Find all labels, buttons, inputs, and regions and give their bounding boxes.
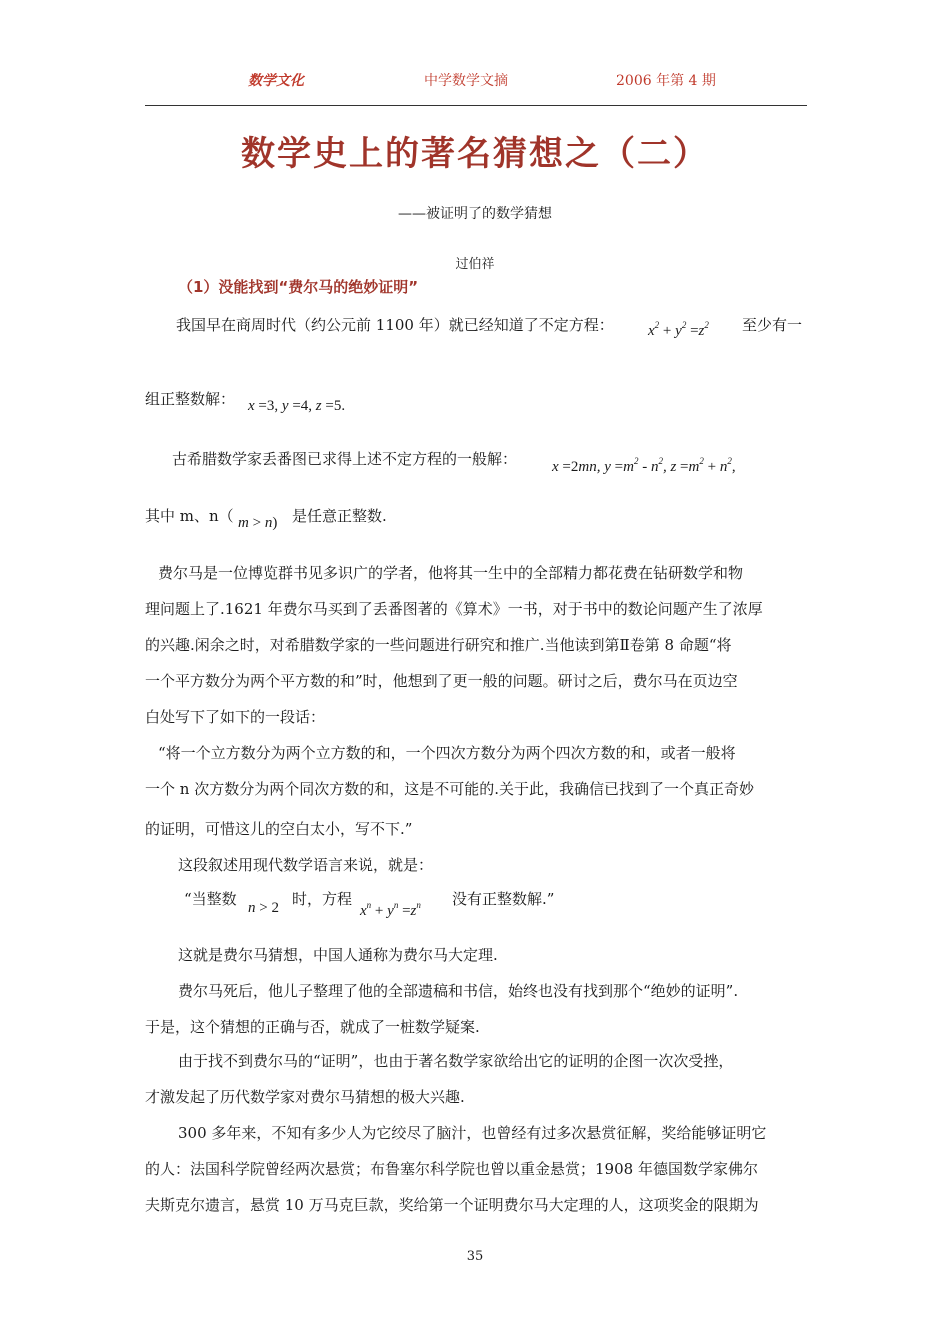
paragraph-7a: “当整数 <box>184 890 237 908</box>
header-journal-name: 中学数学文摘 <box>424 73 508 89</box>
page-number: 35 <box>466 1249 484 1264</box>
paragraph-4b: 是任意正整数. <box>292 507 387 525</box>
paragraph-7c: 没有正整数解.” <box>452 890 555 908</box>
article-subtitle: ——被证明了的数学猜想 <box>398 206 552 222</box>
header-issue: 2006 年第 4 期 <box>616 73 716 89</box>
section-heading: （1）没能找到“费尔马的绝妙证明” <box>178 278 419 296</box>
paragraph-5-line: 理问题上了.1621 年费尔马买到了丢番图著的《算术》一书，对于书中的数论问题产生了浓厚 <box>145 600 763 618</box>
paragraph-11-line: 夫斯克尔遗言，悬赏 10 万马克巨款，奖给第一个证明费尔马大定理的人，这项奖金的限期为 <box>145 1196 759 1214</box>
paragraph-9-line: 于是，这个猜想的正确与否，就成了一桩数学疑案. <box>145 1018 480 1036</box>
paragraph-3: 古希腊数学家丢番图已求得上述不定方程的一般解： <box>172 450 518 468</box>
paragraph-6: 这段叙述用现代数学语言来说，就是： <box>178 856 434 874</box>
paragraph-1-tail: 至少有一 <box>742 316 803 334</box>
paragraph-9-line: 费尔马死后，他儿子整理了他的全部遗稿和书信，始终也没有找到那个“绝妙的证明”. <box>178 982 739 1000</box>
paragraph-5-line: 一个平方数分为两个平方数的和”时，他想到了更一般的问题。研讨之后，费尔马在页边空 <box>145 672 738 690</box>
equation-general-solution: x =2mn, $y =m^2 - n^2$, $z =m^2 + n^2$, <box>552 456 736 475</box>
quote-line: 一个 n 次方数分为两个同次方数的和，这是不可能的.关于此，我确信已找到了一个真正奇妙 <box>145 780 754 798</box>
paragraph-10-line: 才激发起了历代数学家对费尔马猜想的极大兴趣. <box>145 1088 465 1106</box>
paragraph-11-line: 300 多年来，不知有多少人为它绞尽了脑汁，也曾经有过多次悬赏征解，奖给能够证明它 <box>178 1124 767 1142</box>
paragraph-5-line: 的兴趣.闲余之时，对希腊数学家的一些问题进行研究和推广.当他读到第Ⅱ卷第 8 命题“将 <box>145 636 732 654</box>
paragraph-10-line: 由于找不到费尔马的“证明”，也由于著名数学家欲给出它的证明的企图一次次受挫， <box>178 1052 734 1070</box>
paragraph-1-text: 我国早在商周时代（约公元前 1100 年）就已经知道了不定方程： <box>176 316 614 334</box>
paragraph-11-line: 的人：法国科学院曾经两次悬赏；布鲁塞尔科学院也曾以重金悬赏；1908 年德国数学家佛尔 <box>145 1160 758 1178</box>
paragraph-8: 这就是费尔马猜想，中国人通称为费尔马大定理. <box>178 946 498 964</box>
article-author: 过伯祥 <box>455 257 495 272</box>
equation-solution: x =3, y =4, z =5. <box>248 398 346 414</box>
paragraph-7b: 时，方程 <box>292 890 353 908</box>
paragraph-5-line: 白处写下了如下的一段话： <box>145 708 326 726</box>
quote-line: “将一个立方数分为两个立方数的和，一个四次方数分为两个四次方数的和，或者一般将 <box>158 744 736 762</box>
equation-pythagorean: $x^2 + y^2 =z^2$ <box>648 320 709 339</box>
inequality-m-gt-n: m > n) <box>238 515 278 531</box>
paragraph-4a: 其中 m、n（ <box>145 507 234 525</box>
inequality-n-gt-2: n > 2 <box>248 900 279 916</box>
header-rule <box>145 105 807 106</box>
paragraph-2: 组正整数解： <box>145 390 236 408</box>
article-title: 数学史上的著名猜想之（二） <box>241 134 709 174</box>
header-column-title: 数学文化 <box>248 73 304 89</box>
quote-line: 的证明，可惜这儿的空白太小，写不下.” <box>145 820 413 838</box>
paragraph-5-line: 费尔马是一位博览群书见多识广的学者，他将其一生中的全部精力都花费在钻研数学和物 <box>158 564 744 582</box>
equation-fermat: $x^n + y^n =z^n$ <box>360 900 421 919</box>
paragraph-1 <box>176 314 614 335</box>
